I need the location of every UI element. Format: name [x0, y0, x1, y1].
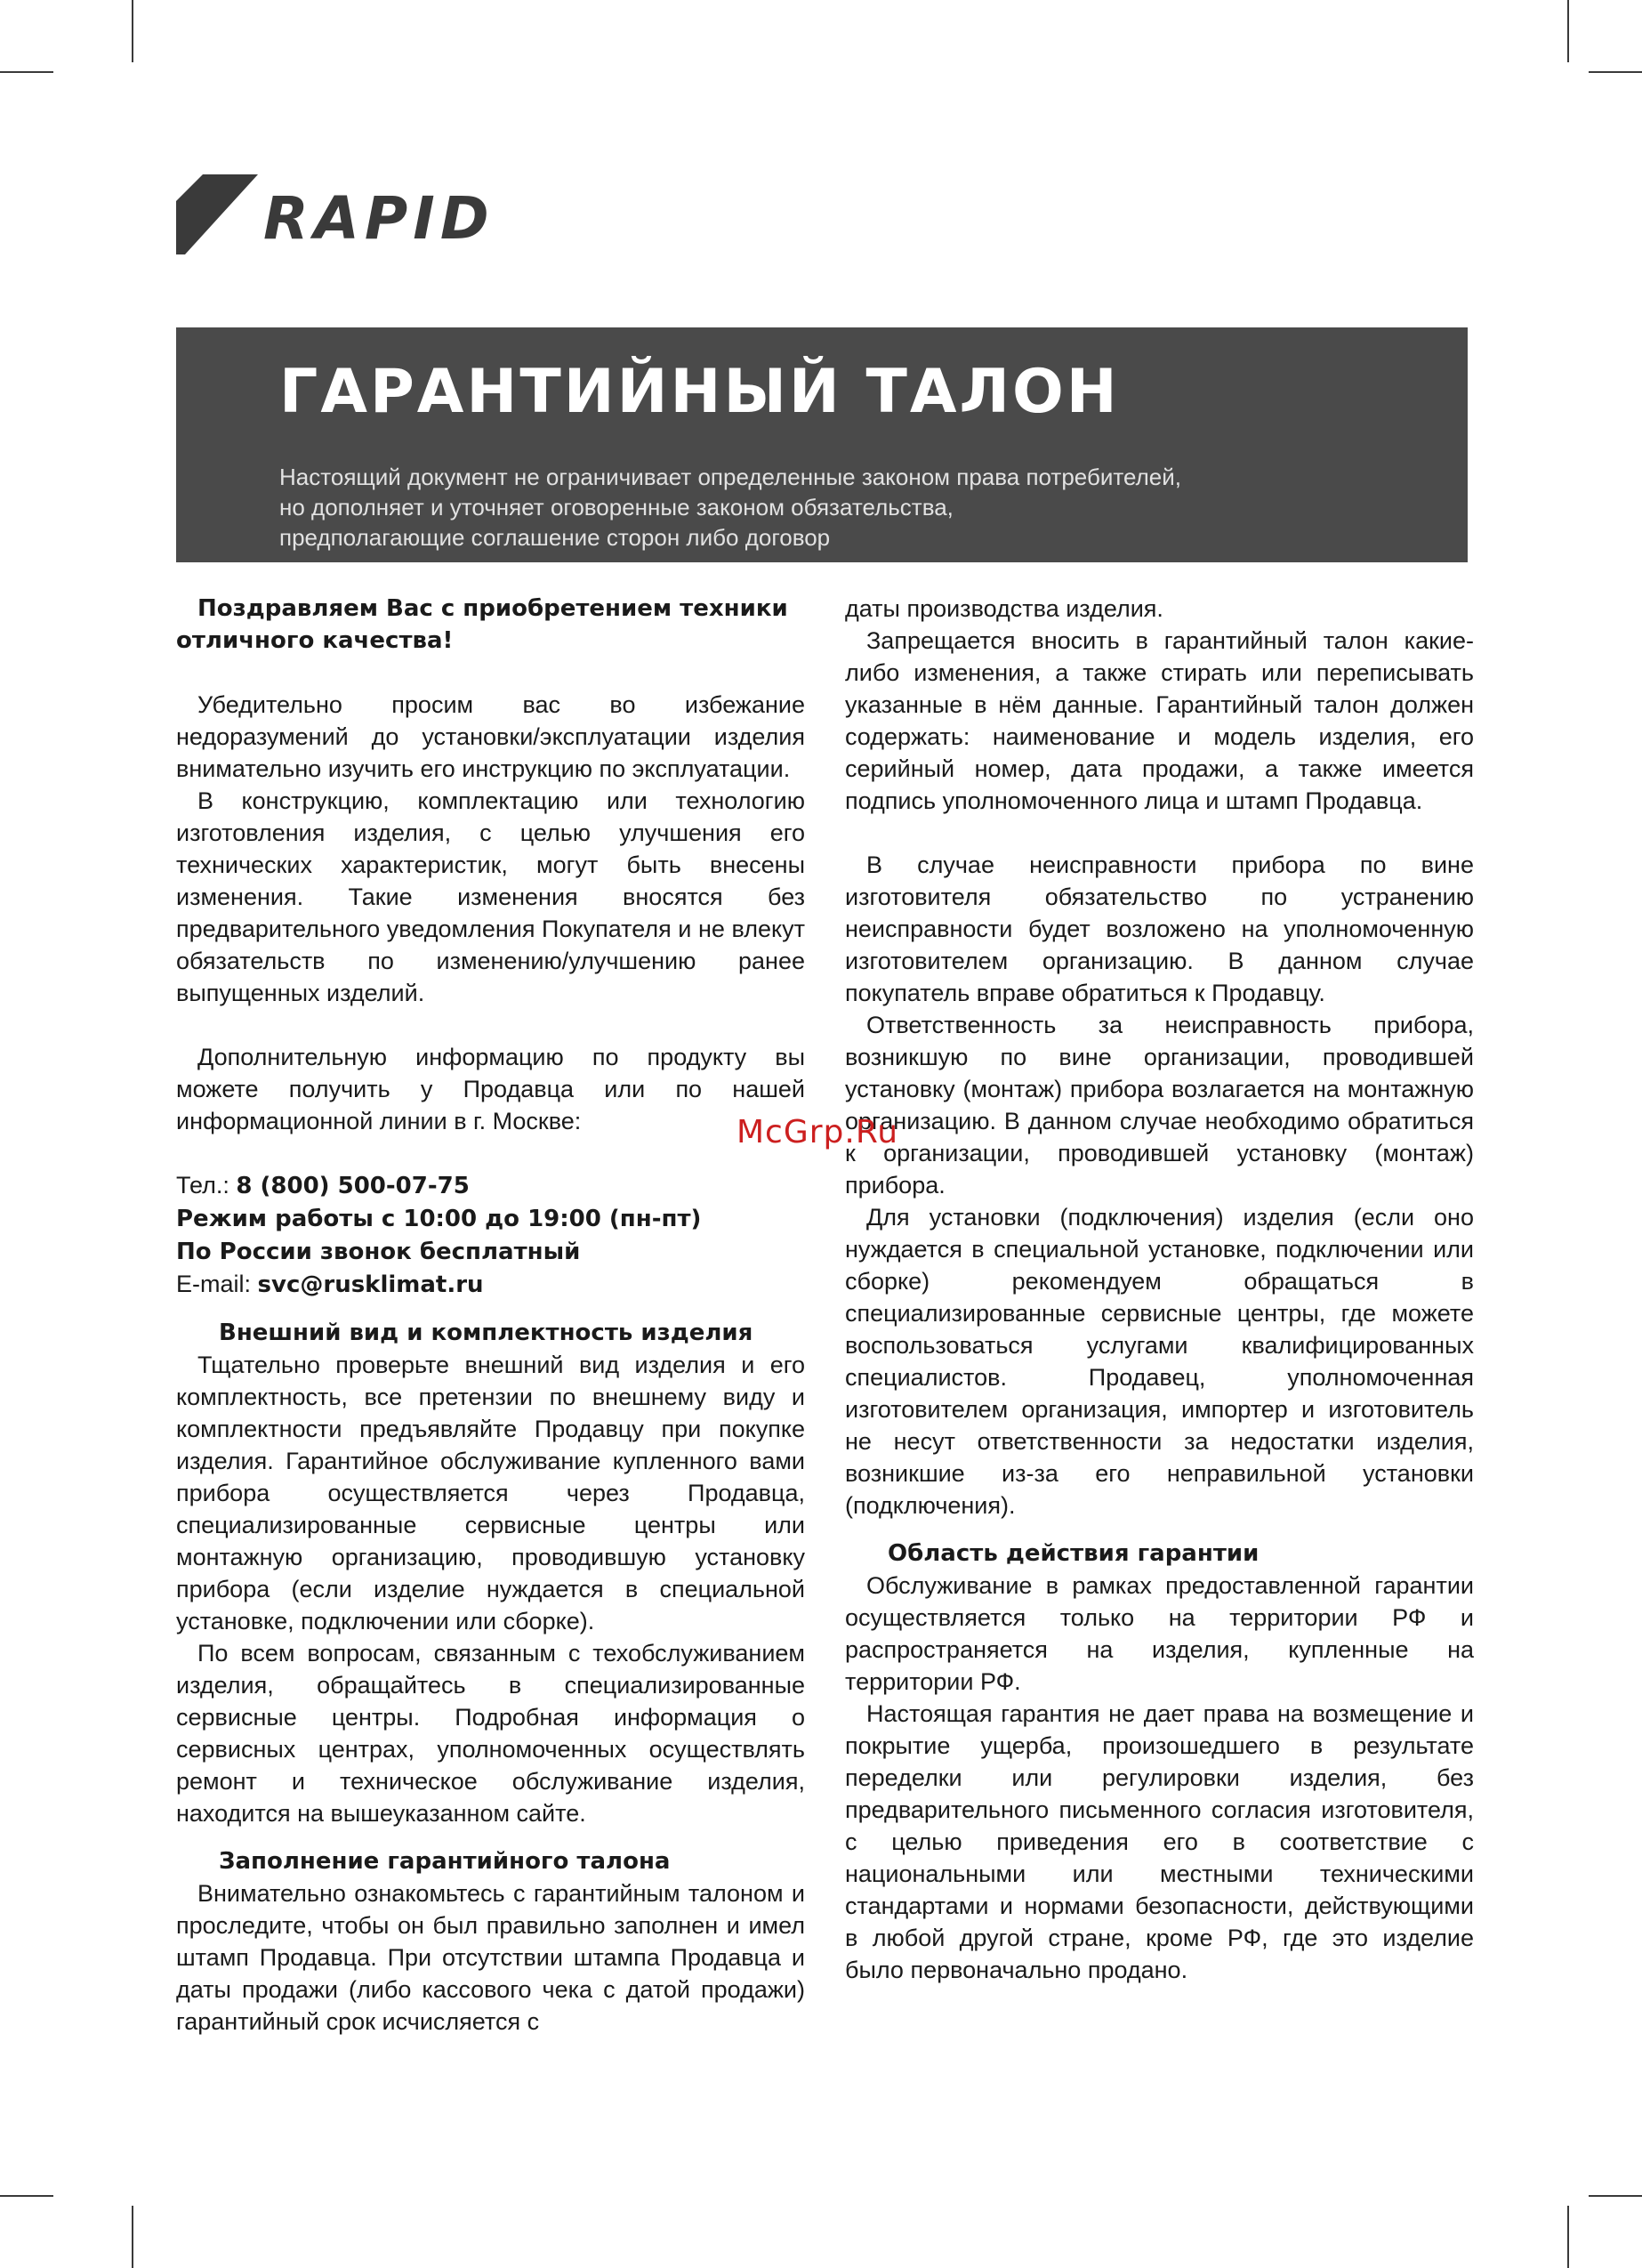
paragraph: Внимательно ознакомьтесь с гарантийным талоном и проследите, чтобы он был правильно заполнен и имел штамп Продавца. При отсутствии штампа Продавца и даты продажи (либо кассового чека с датой продажи) гарантийный срок исчисляется с — [176, 1880, 805, 2035]
crop-mark — [132, 0, 133, 62]
banner-subtitle — [279, 462, 1468, 553]
paragraph: В конструкцию, комплектацию или технологию изготовления изделия, с целью улучшения его технических характеристик, могут быть внесены изменения. Такие изменения вносятся без предварительного уведомления Покупателя и не влекут обязательств по изменению/улучшению ранее выпущенных изделий. — [176, 787, 805, 1006]
paragraph: Для установки (подключения) изделия (если оно нуждается в специальной установке, подключении или сборке) рекомендуем обращаться в специализированные сервисные центры, где можете воспользоваться услугами квалифицированных специалистов. Продавец, уполномоченная изготовителем организация, импортер и изготовитель не несут ответственности за недостатки изделия, возникшие из-за его неправильной установки (подключения). — [845, 1204, 1474, 1519]
title-banner — [176, 327, 1468, 562]
email-label: E-mail: — [176, 1271, 252, 1297]
left-column — [176, 593, 805, 2038]
phone-label: Тел.: — [176, 1172, 229, 1199]
section-heading: Заполнение гарантийного талона — [219, 1848, 671, 1875]
paragraph: Ответственность за неисправность прибора, возникшую по вине организации, проводившей установку (монтаж) прибора возлагается на монтажную организацию. В данном случае необходимо обратиться к организации, проводившей установку (монтаж) прибора. — [845, 1012, 1474, 1199]
page-title: ГАРАНТИЙНЫЙ ТАЛОН — [279, 357, 1120, 427]
paragraph: даты производства изделия. — [845, 595, 1163, 622]
section-heading: Область действия гарантии — [888, 1540, 1260, 1567]
subtitle-line: но дополняет и уточняет оговоренные законом обязательства, — [279, 494, 954, 521]
watermark: McGrp.Ru — [736, 1114, 899, 1150]
crop-mark — [132, 2206, 133, 2268]
crop-mark — [1567, 2206, 1569, 2268]
paragraph: Запрещается вносить в гарантийный талон какие-либо изменения, а также стирать или переписывать указанные в нём данные. Гарантийный талон должен содержать: наименование и модель изделия, его серийный номер, дата продажи, а также имеется подпись уполномоченного лица и штамп Продавца. — [845, 627, 1474, 814]
crop-mark — [0, 71, 53, 73]
paragraph: Убедительно просим вас во избежание недоразумений до установки/эксплуатации изделия внимательно изучить его инструкцию по эксплуатации. — [176, 691, 805, 782]
logo-text: RAPID — [263, 184, 495, 253]
paragraph: Обслуживание в рамках предоставленной гарантии осуществляется только на территории РФ и распространяется на изделия, купленные на территории РФ. — [845, 1572, 1474, 1695]
free-call-note: По России звонок бесплатный — [176, 1239, 581, 1265]
contact-block — [176, 1169, 805, 1301]
working-hours: Режим работы с 10:00 до 19:00 (пн-пт) — [176, 1206, 702, 1232]
subtitle-line: Настоящий документ не ограничивает определенные законом права потребителей, — [279, 464, 1181, 490]
crop-mark — [1567, 0, 1569, 62]
paragraph: Дополнительную информацию по продукту вы можете получить у Продавца или по нашей информационной линии в г. Москве: — [176, 1044, 805, 1134]
phone-number[interactable]: 8 (800) 500-07-75 — [236, 1173, 470, 1199]
rapid-logo — [176, 174, 532, 254]
crop-mark — [1589, 2195, 1642, 2197]
subtitle-line: предполагающие соглашение сторон либо договор — [279, 524, 831, 551]
section-heading: Внешний вид и комплектность изделия — [219, 1320, 753, 1346]
paragraph: Тщательно проверьте внешний вид изделия и его комплектность, все претензии по внешнему виду и комплектности предъявляйте Продавцу при покупке изделия. Гарантийное обслуживание купленного вами прибора осуществляется через Продавца, специализированные сервисные центры или монтажную организацию, проводившую установку прибора (если изделие нуждается в специальной установке, подключении или сборке). — [176, 1352, 805, 1634]
email-link[interactable]: svc@rusklimat.ru — [257, 1271, 484, 1298]
paragraph: По всем вопросам, связанным с техобслуживанием изделия, обращайтесь в специализированные сервисные центры. Подробная информация о сервисных центрах, уполномоченных осуществлять ремонт и техническое обслуживание изделия, находится на вышеуказанном сайте. — [176, 1640, 805, 1827]
paragraph: В случае неисправности прибора по вине изготовителя обязательство по устранению неисправности будет возложено на уполномоченную изготовителем организацию. В данном случае покупатель вправе обратиться к Продавцу. — [845, 852, 1474, 1006]
crop-mark — [0, 2195, 53, 2197]
right-column — [845, 593, 1474, 1986]
paragraph: Настоящая гарантия не дает права на возмещение и покрытие ущерба, произошедшего в результате переделки или регулировки изделия, без предварительного письменного согласия изготовителя, с целью приведения его в соответствие с национальными или местными техническими стандартами и нормами безопасности, действующими в любой другой стране, кроме РФ, где это изделие было первоначально продано. — [845, 1700, 1474, 1983]
greeting: Поздравляем Вас с приобретением техники отличного качества! — [176, 595, 788, 654]
crop-mark — [1589, 71, 1642, 73]
